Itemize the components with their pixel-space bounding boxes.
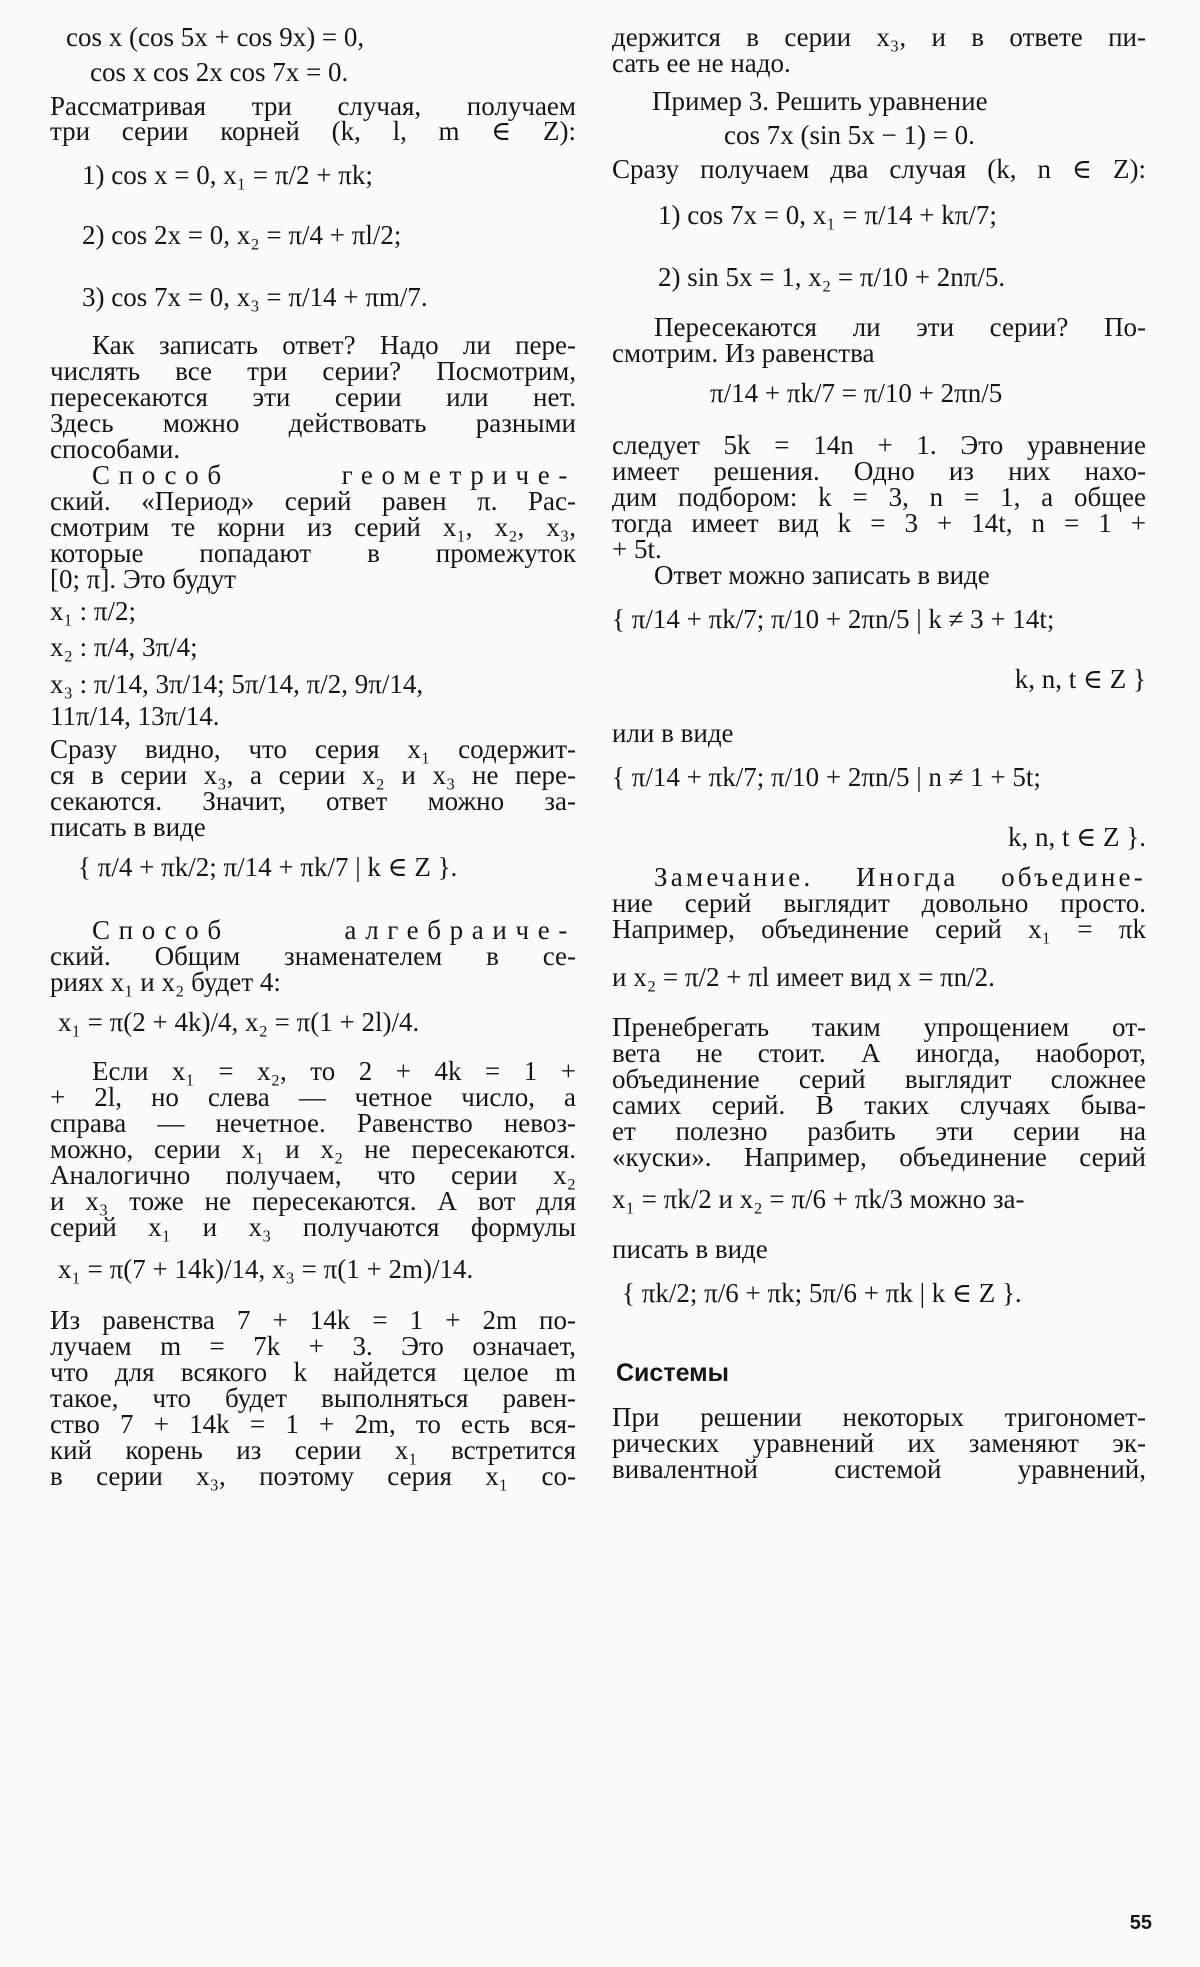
text-line: риях x₁ и x₂ будет 4: (50, 967, 281, 997)
text-line: смотрим. Из равенства (612, 338, 875, 368)
series-1: 1) cos x = 0, x₁ = π/2 + πk; (82, 160, 373, 190)
roots-x3-cont: 11π/14, 13π/14. (50, 701, 220, 731)
text-line: секаются. Значит, ответ можно за- (50, 786, 576, 816)
equation-line: x₁ = π(7 + 14k)/14, x₃ = π(1 + 2m)/14. (58, 1254, 474, 1284)
text-line: вета не стоит. А иногда, наоборот, (612, 1038, 1146, 1068)
text-line: справа — нечетное. Равенство невоз- (50, 1108, 576, 1138)
series-1: 1) cos 7x = 0, x₁ = π/14 + kπ/7; (658, 200, 997, 230)
answer-formula: { πk/2; π/6 + πk; 5π/6 + πk | k ∈ Z }. (622, 1278, 1022, 1308)
text-line: «куски». Например, объединение серий (612, 1142, 1146, 1172)
text-line: ся в серии x₃, а серии x₂ и x₃ не пере- (50, 760, 576, 790)
text-line: Например, объединение серий x₁ = πk (612, 914, 1146, 944)
roots-x1: x₁ : π/2; (50, 596, 137, 626)
text-line: ский. Общим знаменателем в се- (50, 941, 576, 971)
text-line: + 2l, но слева — четное число, а (50, 1082, 576, 1112)
text-line: самих серий. В таких случаях быва- (612, 1090, 1146, 1120)
roots-x3: x₃ : π/14, 3π/14; 5π/14, π/2, 9π/14, (50, 669, 424, 699)
text-line: можно, серии x₁ и x₂ не пересекаются. (50, 1134, 576, 1164)
text-line: Из равенства 7 + 14k = 1 + 2m по- (50, 1305, 576, 1335)
text-line: Сразу получаем два случая (k, n ∈ Z): (612, 154, 1146, 184)
section-heading: Системы (616, 1359, 729, 1387)
equation-line: x₁ = π(2 + 4k)/4, x₂ = π(1 + 2l)/4. (58, 1007, 420, 1037)
text-line: кий корень из серии x₁ встретится (50, 1435, 576, 1465)
text-line: пересекаются эти серии или нет. (50, 382, 576, 412)
equation-line: π/14 + πk/7 = π/10 + 2πn/5 (710, 378, 1003, 408)
answer-formula: { π/4 + πk/2; π/14 + πk/7 | k ∈ Z }. (78, 852, 458, 882)
text-line: которые попадают в промежуток (50, 538, 576, 568)
series-3: 3) cos 7x = 0, x₃ = π/14 + πm/7. (82, 282, 428, 312)
text-line: [0; π]. Это будут (50, 564, 236, 594)
equation-line: x₁ = πk/2 и x₂ = π/6 + πk/3 можно за- (612, 1184, 1025, 1214)
answer-formula: { π/14 + πk/7; π/10 + 2πn/5 | k ≠ 3 + 14t; (612, 604, 1055, 634)
text-line: три серии корней (k, l, m ∈ Z): (50, 116, 576, 146)
text-line: ет полезно разбить эти серии на (612, 1116, 1146, 1146)
text-line: сать ее не надо. (612, 48, 791, 78)
page-number: 55 (1129, 1912, 1152, 1934)
series-2: 2) sin 5x = 1, x₂ = π/10 + 2nπ/5. (658, 262, 1006, 292)
text-line: Рассматривая три случая, получаем (50, 91, 576, 121)
text-line: Здесь можно действовать разными (50, 408, 576, 438)
remark-lead: Замечание. Иногда объедине- (654, 862, 1146, 892)
text-line: объединение серий выглядит сложнее (612, 1064, 1146, 1094)
section-lead-geometric: Способ геометриче- (92, 460, 576, 490)
text-line: тогда имеет вид k = 3 + 14t, n = 1 + (612, 508, 1146, 538)
text-line: и x₃ тоже не пересекаются. А вот для (50, 1186, 576, 1216)
text-line: в серии x₃, поэтому серия x₁ со- (50, 1461, 576, 1491)
text-line: держится в серии x₃, и в ответе пи- (612, 22, 1146, 52)
text-line: Как записать ответ? Надо ли пере- (92, 330, 576, 360)
text-line: Ответ можно записать в виде (654, 560, 990, 590)
text-line: + 5t. (612, 534, 662, 564)
text-line: Пересекаются ли эти серии? По- (654, 312, 1146, 342)
text-line: такое, что будет выполняться равен- (50, 1383, 576, 1413)
answer-formula-cont: k, n, t ∈ Z } (1014, 664, 1146, 694)
text-line: способами. (50, 434, 181, 464)
equation-line: cos 7x (sin 5x − 1) = 0. (724, 120, 975, 150)
answer-formula-alt-cont: k, n, t ∈ Z }. (1008, 822, 1146, 852)
roots-x2: x₂ : π/4, 3π/4; (50, 632, 198, 662)
text-line: следует 5k = 14n + 1. Это уравнение (612, 430, 1146, 460)
text-line: вивалентной системой уравнений, (612, 1454, 1146, 1484)
text-line: Сразу видно, что серия x₁ содержит- (50, 734, 576, 764)
text-line: Если x₁ = x₂, то 2 + 4k = 1 + (92, 1056, 576, 1086)
text-line: серий x₁ и x₃ получаются формулы (50, 1212, 576, 1242)
equation-line: cos x (cos 5x + cos 9x) = 0, (66, 22, 365, 52)
text-line: числять все три серии? Посмотрим, (50, 356, 576, 386)
text-line: ние серий выглядит довольно просто. (612, 888, 1146, 918)
text-line: рических уравнений их заменяют эк- (612, 1428, 1146, 1458)
text-line: что для всякого k найдется целое m (50, 1357, 576, 1387)
answer-formula-alt: { π/14 + πk/7; π/10 + 2πn/5 | n ≠ 1 + 5t; (612, 762, 1041, 792)
example-heading: Пример 3. Решить уравнение (652, 86, 988, 116)
text-line: ство 7 + 14k = 1 + 2m, то есть вся- (50, 1409, 576, 1439)
text-line: имеет решения. Одно из них нахо- (612, 456, 1146, 486)
text-line: Пренебрегать таким упрощением от- (612, 1012, 1146, 1042)
text-line: писать в виде (612, 1234, 768, 1264)
text-line: При решении некоторых тригономет- (612, 1402, 1146, 1432)
series-2: 2) cos 2x = 0, x₂ = π/4 + πl/2; (82, 220, 402, 250)
section-lead-algebraic: Способ алгебраиче- (92, 915, 576, 945)
text-line: дим подбором: k = 3, n = 1, а общее (612, 482, 1146, 512)
text-line: ский. «Период» серий равен π. Рас- (50, 486, 576, 516)
equation-line: и x₂ = π/2 + πl имеет вид x = πn/2. (612, 962, 995, 992)
text-line: лучаем m = 7k + 3. Это означает, (50, 1331, 576, 1361)
text-line: Аналогично получаем, что серии x₂ (50, 1160, 576, 1190)
text-line: писать в виде (50, 812, 206, 842)
equation-line: cos x cos 2x cos 7x = 0. (90, 57, 349, 87)
text-line: или в виде (612, 718, 734, 748)
text-line: смотрим те корни из серий x₁, x₂, x₃, (50, 512, 576, 542)
